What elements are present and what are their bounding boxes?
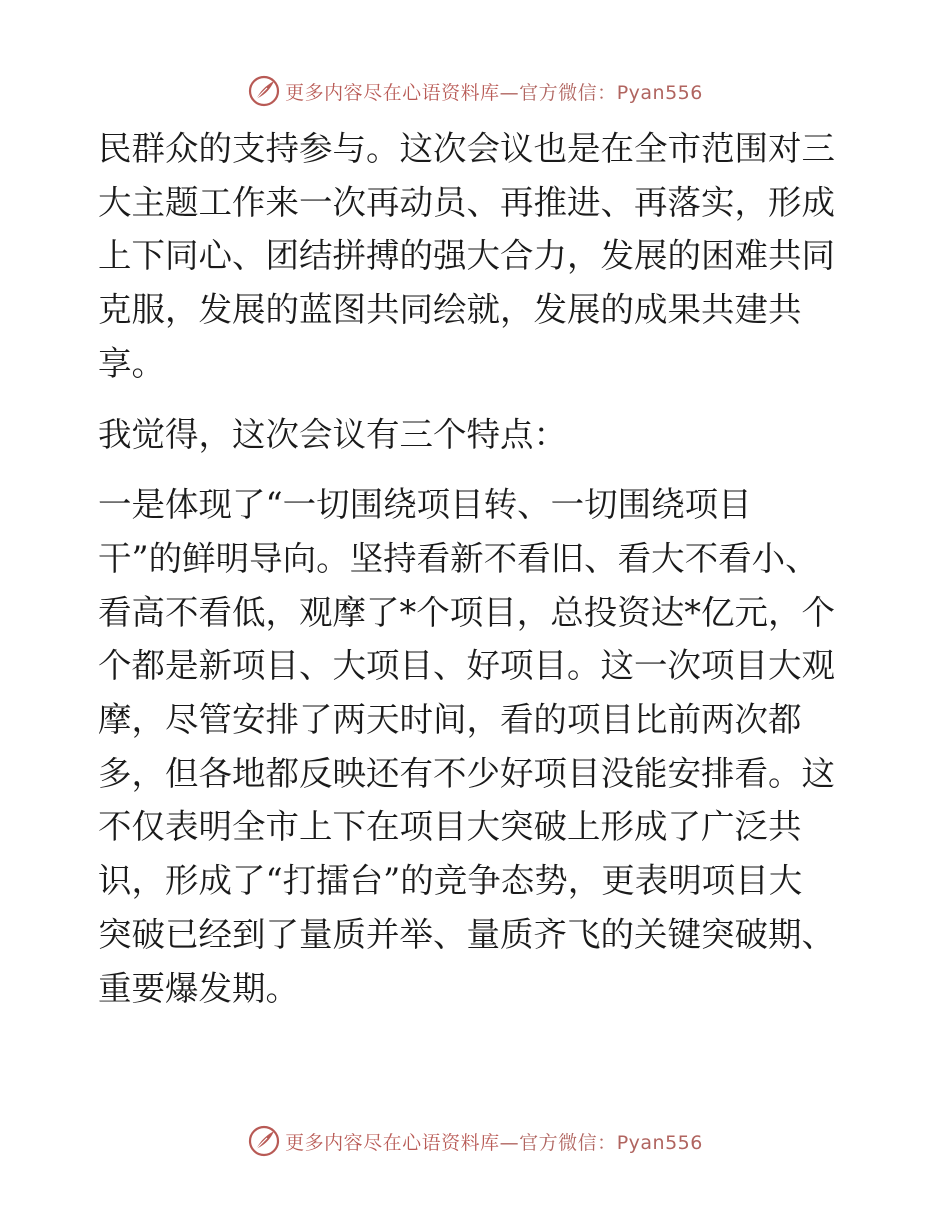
watermark-separator: — <box>499 81 520 104</box>
document-body <box>98 122 858 1032</box>
paragraph-first-feature: 一是体现了“一切围绕项目转、一切围绕项目 干”的鲜明导向。坚持看新不看旧、看大不看小、 看高不看低，观摩了*个项目，总投资达*亿元，个 个都是新项目、大项目、好项目。这一次项目大观 摩，尽管安排了两天时间，看的项目比前两次都 多，但各地都反映还有不少好项目没能安排看。这 不仅表明全市上下在项目大突破上形成了广泛共 识，形成了“打擂台”的竞争态势，更表明项目大 突破已经到了量质并举、量质齐飞的关键突破期、 重要爆发期。 <box>98 485 835 1008</box>
watermark-wechat-label: 官方微信： <box>519 1131 617 1154</box>
paragraph-three-features: 我觉得，这次会议有三个特点： <box>98 414 567 454</box>
watermark-wechat-id: Pyan556 <box>616 1131 703 1154</box>
feather-pen-circle-icon <box>247 1124 281 1158</box>
page-header-watermark <box>0 71 950 111</box>
watermark-text <box>285 1128 703 1155</box>
watermark-wechat-id: Pyan556 <box>616 81 703 104</box>
watermark-main: 更多内容尽在心语资料库 <box>285 1131 500 1154</box>
feather-pen-circle-icon <box>247 74 281 108</box>
watermark-separator: — <box>499 1131 520 1154</box>
watermark-wechat-label: 官方微信： <box>519 81 617 104</box>
page-footer-watermark <box>0 1121 950 1161</box>
watermark-main: 更多内容尽在心语资料库 <box>285 81 500 104</box>
watermark-text <box>285 78 703 105</box>
paragraph-support: 民群众的支持参与。这次会议也是在全市范围对三 大主题工作来一次再动员、再推进、再落实，形成 上下同心、团结拼搏的强大合力，发展的困难共同 克服，发展的蓝图共同绘就，发展的成果共建共 享。 <box>98 129 835 383</box>
